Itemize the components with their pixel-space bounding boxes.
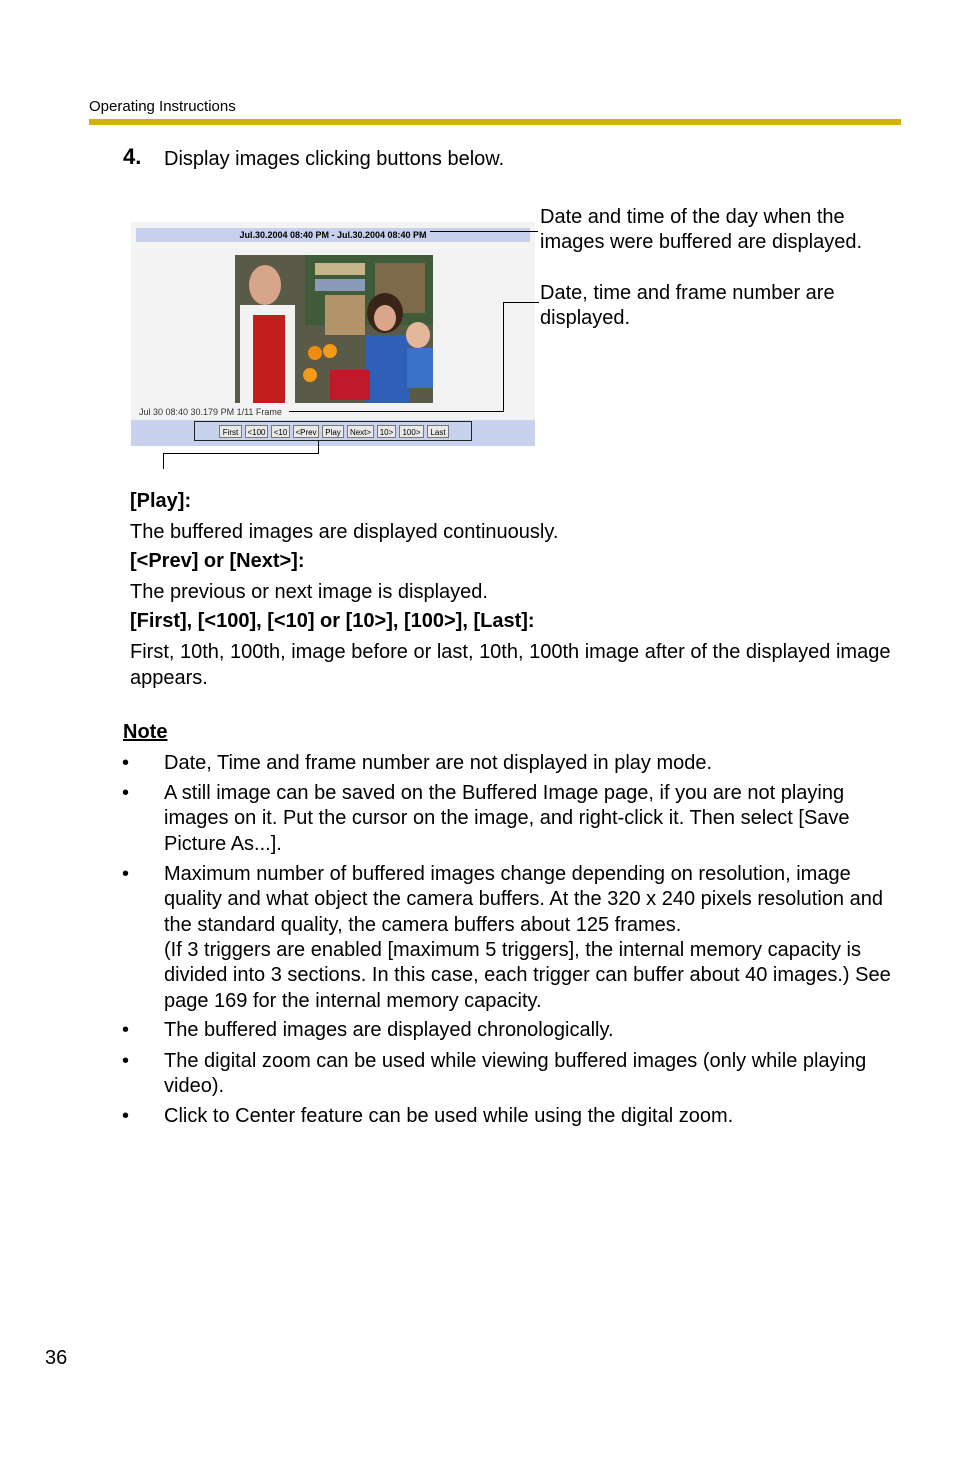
callout-line-date [430,231,538,232]
definition-term-play: [Play]: [130,490,192,512]
callout-date-time-buffered: Date and time of the day when the images were buffered are displayed. [540,206,863,253]
callout-line-frame-vert [503,302,504,412]
note-title: Note [123,721,168,743]
bullet-marker: • [122,782,130,804]
header-rule [89,119,901,125]
bullet-marker: • [122,1019,130,1041]
callout-line-buttons-drop [163,453,164,469]
bullet-marker: • [122,1105,130,1127]
definition-desc-prev-next: The previous or next image is displayed. [130,581,488,603]
definition-term-prev-next: [<Prev] or [Next>]: [130,550,305,572]
callout-date-time-frame: Date, time and frame number are displayed. [540,282,835,329]
note-item: Date, Time and frame number are not displayed in play mode. [164,752,713,774]
step-number: 4. [123,144,142,169]
definition-desc-play: The buffered images are displayed continuously. [130,521,559,543]
prev-button[interactable]: <Prev [293,425,319,438]
running-header: Operating Instructions [89,98,236,115]
bullet-marker: • [122,752,130,774]
figure-date-range: Jul.30.2004 08:40 PM - Jul.30.2004 08:40 PM [136,228,530,242]
note-item: Maximum number of buffered images change depending on resolution, image quality and what object the camera buffers. At the 320 x 240 pixels resolution and the standard quality, the camera buffers about 125 frames. [164,863,883,936]
back-10-button[interactable]: <10 [271,425,290,438]
note-item: Click to Center feature can be used while using the digital zoom. [164,1105,734,1127]
last-button[interactable]: Last [427,425,449,438]
note-item-continuation: (If 3 triggers are enabled [maximum 5 triggers], the internal memory capacity is divided into 3 sections. In this case, each trigger can buffer about 40 images.) See page 169 for the internal memory capacity. [164,939,891,1012]
back-100-button[interactable]: <100 [245,425,268,438]
definition-desc-skip: First, 10th, 100th, image before or last, 10th, 100th image after of the displayed image appears. [130,641,891,689]
callout-line-buttons-horiz [163,453,319,454]
callout-line-frame-top [503,302,539,303]
step-instruction: Display images clicking buttons below. [164,148,505,170]
forward-10-button[interactable]: 10> [377,425,396,438]
note-item: The buffered images are displayed chronologically. [164,1019,614,1041]
forward-100-button[interactable]: 100> [399,425,424,438]
bullet-marker: • [122,863,130,885]
photo-illustration [235,255,433,403]
play-button[interactable]: Play [322,425,344,438]
callout-line-frame-horiz [289,411,504,412]
next-button[interactable]: Next> [347,425,374,438]
buffered-photo [235,255,433,403]
note-item: A still image can be saved on the Buffered Image page, if you are not playing images on it. Put the cursor on the image, and right-click it. Then select [Save Picture As...]. [164,782,850,855]
definition-term-skip: [First], [<100], [<10] or [10>], [100>], [Last]: [130,610,535,632]
figure-frame-info: Jul 30 08:40 30.179 PM 1/11 Frame [139,407,282,417]
bullet-marker: • [122,1050,130,1072]
page-number: 36 [45,1347,68,1369]
note-item: The digital zoom can be used while viewing buffered images (only while playing video). [164,1050,867,1098]
first-button[interactable]: First [219,425,242,438]
